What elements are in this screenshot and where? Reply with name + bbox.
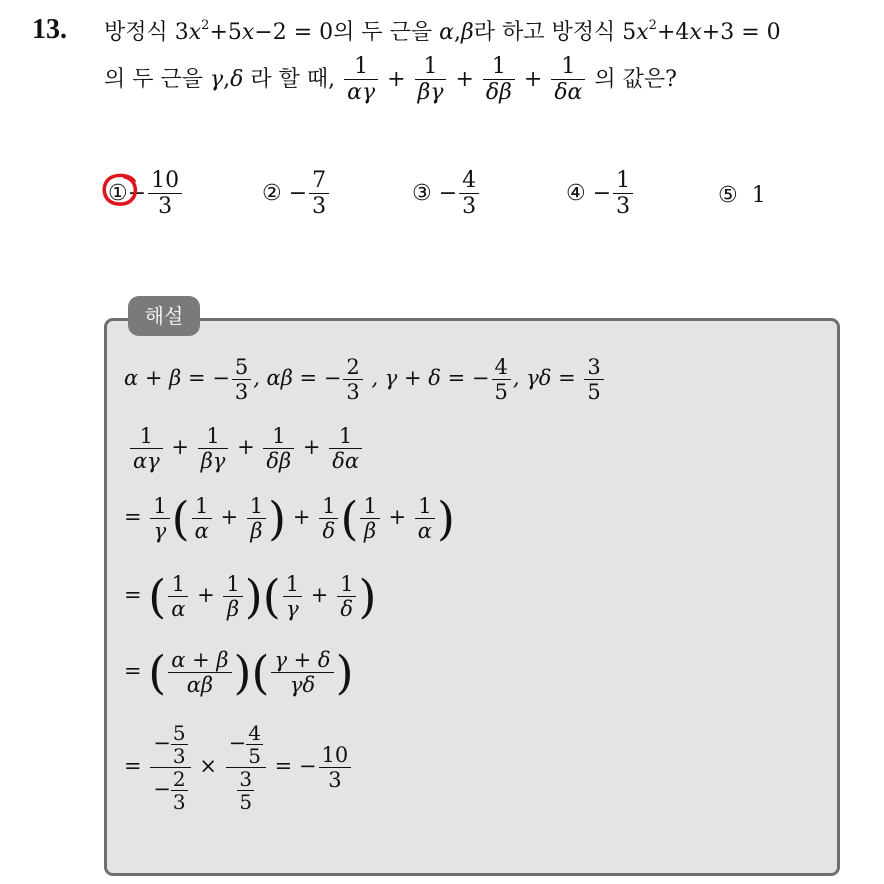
numerator: 3 <box>584 355 603 380</box>
numerator: 1 <box>192 494 212 519</box>
solution-line-5 <box>124 645 354 700</box>
solution-line-1 <box>124 355 606 404</box>
sign: − <box>153 777 171 801</box>
denominator: βγ <box>417 80 444 106</box>
operator: + <box>455 66 474 92</box>
choice-4[interactable] <box>566 168 635 220</box>
selected-answer-mark <box>101 172 141 208</box>
fraction <box>415 494 435 543</box>
denominator: β <box>364 519 377 544</box>
solution-line-3 <box>124 491 455 546</box>
numerator: 1 <box>319 494 338 519</box>
fraction <box>319 743 352 792</box>
fraction <box>613 168 633 220</box>
operator: + <box>387 66 406 92</box>
numerator: 5 <box>232 355 251 380</box>
solution-line-2 <box>128 424 364 473</box>
denominator: 3 <box>328 768 342 792</box>
denominator: 5 <box>494 380 508 405</box>
question-number: 13. <box>32 14 67 45</box>
text: 의 두 근을 <box>104 66 210 92</box>
numerator: 5 <box>172 721 186 745</box>
denominator: αγ <box>347 80 376 106</box>
var: α <box>439 20 455 45</box>
fraction <box>171 722 188 767</box>
times: × <box>199 754 217 778</box>
choice-number: ③ <box>412 180 432 206</box>
numerator: 1 <box>329 424 362 449</box>
fraction <box>247 494 266 543</box>
choice-3[interactable] <box>412 168 481 220</box>
denominator: γ <box>153 519 167 544</box>
equals: = − <box>274 754 317 778</box>
numerator: 3 <box>239 767 253 791</box>
text: , γ + δ = − <box>364 366 490 391</box>
denominator: αγ <box>133 449 160 474</box>
compound-denominator <box>226 768 266 813</box>
paren: ) <box>436 491 455 546</box>
text: , <box>223 66 231 92</box>
solution-line-6 <box>124 722 353 813</box>
equals: = <box>124 754 142 778</box>
denominator: α <box>194 519 209 544</box>
equals: = <box>124 659 142 684</box>
text: +4 <box>656 20 690 45</box>
numerator: 1 <box>223 572 242 597</box>
denominator: β <box>250 519 263 544</box>
fraction <box>198 424 229 473</box>
text: −2 = 0의 두 근을 <box>254 20 440 45</box>
text: 3 <box>174 20 189 45</box>
choice-number: ② <box>262 180 282 206</box>
fraction <box>192 494 212 543</box>
paren: ) <box>358 569 377 624</box>
fraction <box>130 424 163 473</box>
paren: ) <box>233 645 252 700</box>
operator: + <box>171 435 190 460</box>
denominator: 5 <box>587 380 601 405</box>
fraction <box>309 168 329 220</box>
paren: ( <box>148 645 167 700</box>
paren: ) <box>244 569 263 624</box>
numerator: 1 <box>263 424 294 449</box>
denominator: 3 <box>462 194 477 220</box>
operator: + <box>220 505 239 530</box>
choice-number: ④ <box>566 180 586 206</box>
var: γ <box>210 66 224 92</box>
choice-2[interactable] <box>262 168 331 220</box>
sign: − <box>438 180 458 206</box>
var: x <box>636 20 649 45</box>
denominator: δ <box>340 597 354 622</box>
numerator: α + β <box>168 648 231 673</box>
numerator: 2 <box>172 767 186 791</box>
sign: − <box>127 180 147 206</box>
text: 의 값은? <box>594 66 677 92</box>
numerator: 10 <box>319 743 352 768</box>
compound-numerator <box>226 722 266 768</box>
paren: ( <box>251 645 270 700</box>
solution-line-4 <box>124 569 377 624</box>
var: δ <box>230 66 244 92</box>
choice-5[interactable] <box>718 183 766 208</box>
operator: + <box>197 583 215 608</box>
operator: + <box>237 435 255 460</box>
fraction <box>319 494 338 543</box>
numerator: 1 <box>415 494 435 519</box>
numerator: 1 <box>483 54 515 80</box>
text: , <box>454 20 462 45</box>
fraction <box>263 424 294 473</box>
denominator: 3 <box>172 790 186 814</box>
numerator: 1 <box>283 572 302 597</box>
numerator: 1 <box>551 54 585 80</box>
denominator: 3 <box>172 744 186 768</box>
paren: ) <box>268 491 287 546</box>
operator: + <box>388 505 407 530</box>
operator: + <box>302 435 321 460</box>
numerator: 2 <box>343 355 362 380</box>
fraction <box>171 768 188 813</box>
equals: = <box>124 583 142 608</box>
denominator: δβ <box>266 449 292 474</box>
numerator: 10 <box>148 168 182 194</box>
choice-number: ① <box>108 180 128 206</box>
var: x <box>241 20 255 45</box>
fraction <box>343 355 362 404</box>
paren: ( <box>148 569 167 624</box>
denominator: γδ <box>289 673 316 698</box>
fraction <box>150 494 169 543</box>
text: α + β = − <box>124 366 230 391</box>
denominator: 3 <box>346 380 360 405</box>
numerator: γ + δ <box>271 648 333 673</box>
solution-label: 해설 <box>128 296 200 336</box>
paren: ( <box>171 491 190 546</box>
denominator: 5 <box>248 744 261 768</box>
denominator: δβ <box>485 80 512 106</box>
denominator: δ <box>322 519 336 544</box>
question-line-1 <box>104 15 781 46</box>
text: , αβ = − <box>253 366 342 391</box>
sign: − <box>592 180 612 206</box>
text: 라 할 때, <box>243 66 336 92</box>
fraction <box>492 355 511 404</box>
denominator: δα <box>332 449 360 474</box>
numerator: 4 <box>248 721 261 745</box>
fraction <box>223 572 242 621</box>
choice-value: 1 <box>751 183 766 208</box>
equals: = <box>124 505 142 530</box>
fraction <box>237 768 254 813</box>
paren: ( <box>262 569 281 624</box>
numerator: 1 <box>198 424 229 449</box>
numerator: 1 <box>130 424 163 449</box>
compound-fraction <box>226 722 266 813</box>
denominator: γ <box>286 597 299 622</box>
numerator: 1 <box>168 572 188 597</box>
numerator: 7 <box>309 168 329 194</box>
denominator: β <box>227 597 240 622</box>
var: x <box>188 20 202 45</box>
compound-fraction <box>150 722 190 813</box>
exponent: 2 <box>201 18 210 33</box>
operator: + <box>523 66 543 92</box>
fraction <box>344 54 378 106</box>
numerator: 1 <box>613 168 633 194</box>
fraction <box>168 572 188 621</box>
numerator: 1 <box>360 494 379 519</box>
fraction <box>246 722 263 767</box>
sign: − <box>288 180 308 206</box>
denominator: δα <box>554 80 583 106</box>
denominator: 3 <box>616 194 631 220</box>
operator: + <box>310 583 329 608</box>
denominator: 5 <box>239 790 253 814</box>
numerator: 1 <box>247 494 266 519</box>
sign: − <box>228 731 247 755</box>
fraction <box>232 355 251 404</box>
compound-numerator <box>150 722 190 768</box>
text: +5 <box>209 20 242 45</box>
fraction <box>329 424 362 473</box>
denominator: α <box>171 597 186 622</box>
sign: − <box>153 731 171 755</box>
numerator: 1 <box>150 494 169 519</box>
denominator: 3 <box>158 194 173 220</box>
numerator: 1 <box>344 54 378 80</box>
fraction <box>459 168 479 220</box>
denominator: αβ <box>186 673 214 698</box>
exponent: 2 <box>648 18 657 33</box>
fraction <box>271 648 333 697</box>
fraction <box>415 54 447 106</box>
fraction <box>551 54 585 106</box>
paren: ( <box>340 491 359 546</box>
question-line-2 <box>104 54 677 106</box>
denominator: 3 <box>234 380 249 405</box>
fraction <box>148 168 182 220</box>
text: 방정식 <box>104 20 175 45</box>
numerator: 4 <box>459 168 479 194</box>
text: 라 하고 방정식 5 <box>473 20 637 45</box>
denominator: βγ <box>200 449 226 474</box>
compound-denominator <box>150 768 190 813</box>
var: x <box>689 20 702 45</box>
fraction <box>584 355 603 404</box>
fraction <box>360 494 379 543</box>
numerator: 1 <box>415 54 447 80</box>
denominator: 3 <box>312 194 327 220</box>
paren: ) <box>335 645 354 700</box>
text: +3 = 0 <box>701 20 781 45</box>
text: , γδ = <box>512 366 583 391</box>
numerator: 4 <box>492 355 511 380</box>
choice-number: ⑤ <box>718 183 738 208</box>
fraction <box>168 648 231 697</box>
var: β <box>461 20 474 45</box>
denominator: α <box>417 519 432 544</box>
numerator: 1 <box>337 572 356 597</box>
fraction <box>283 572 302 621</box>
fraction <box>483 54 515 106</box>
fraction <box>337 572 356 621</box>
operator: + <box>292 505 311 530</box>
